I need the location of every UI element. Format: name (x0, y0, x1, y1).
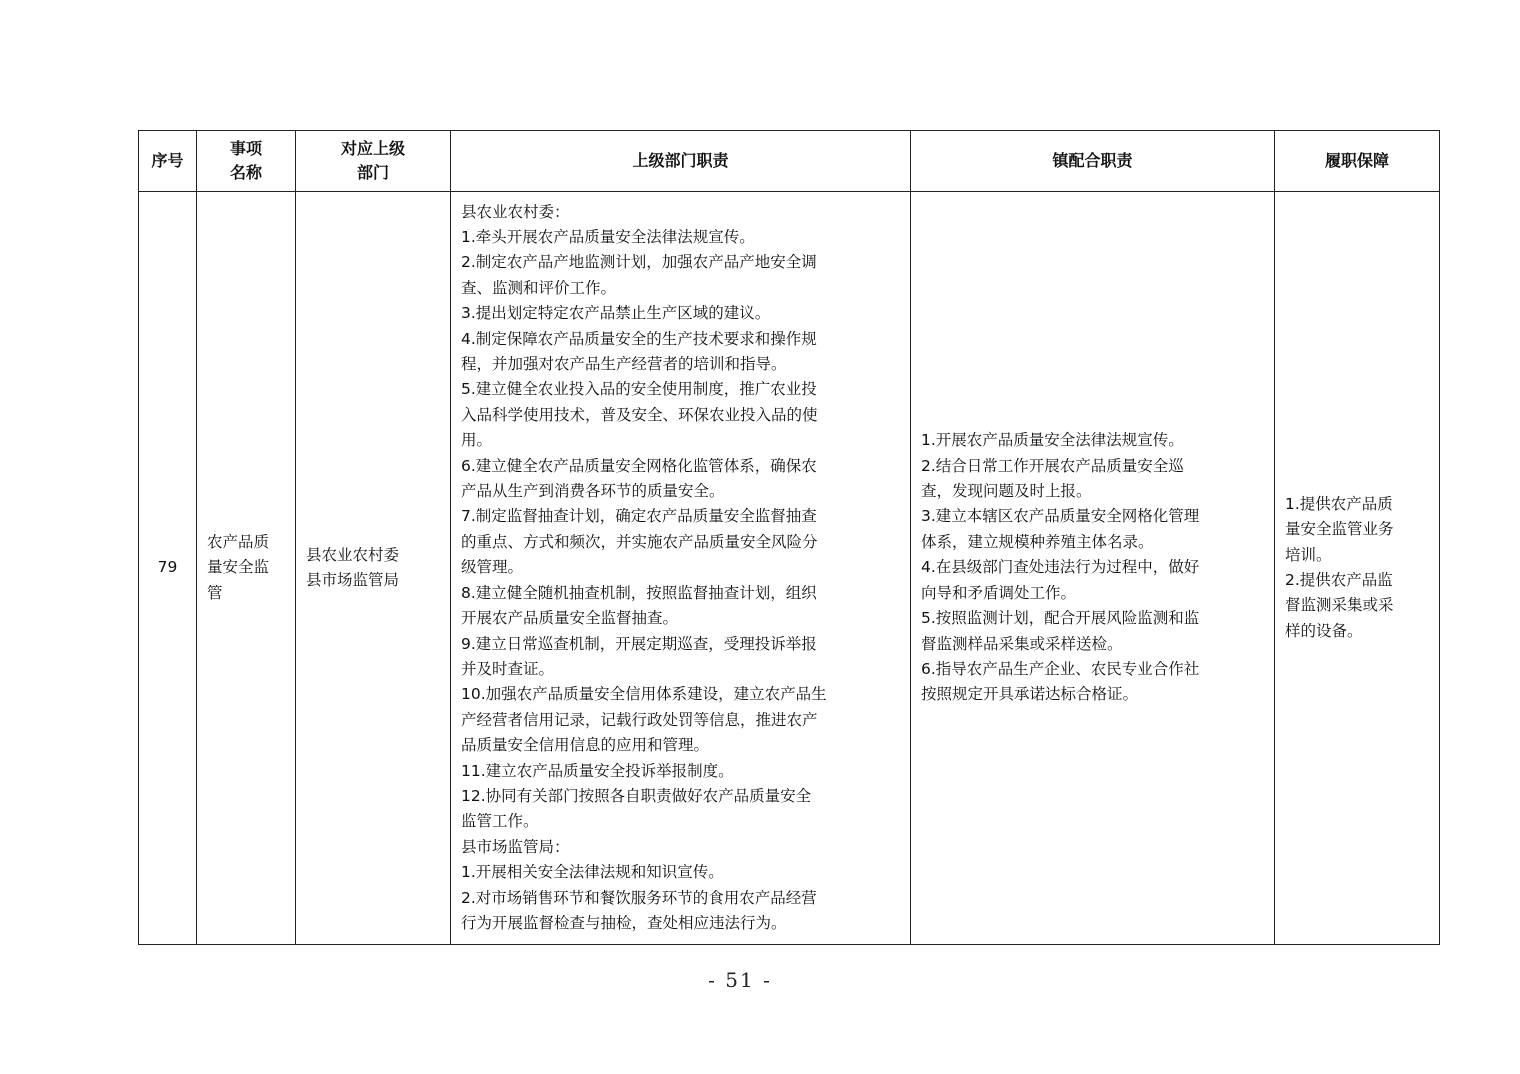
town-duty-line: 2.结合日常工作开展农产品质量安全巡 (921, 456, 1184, 475)
upper-duty-line: 程，并加强对农产品生产经营者的培训和指导。 (461, 355, 787, 374)
header-item-name-line: 名称 (229, 163, 262, 182)
upper-duty-line: 产品从生产到消费各环节的质量安全。 (461, 482, 725, 501)
row-upper-duty (451, 192, 911, 945)
town-duty-line: 3.建立本辖区农产品质量安全网格化管理 (921, 507, 1200, 526)
upper-duty-line: 2.对市场销售环节和餐饮服务环节的食用农产品经营 (461, 888, 817, 907)
upper-duty-line: 1.开展相关安全法律法规和知识宣传。 (461, 863, 724, 882)
row-seq: 79 (139, 192, 197, 945)
guarantee-line: 督监测采集或采 (1285, 596, 1394, 615)
upper-duty-line: 产经营者信用记录，记载行政处罚等信息，推进农产 (461, 710, 818, 729)
town-duty-line: 查，发现问题及时上报。 (921, 482, 1092, 501)
row-item-name (197, 192, 296, 945)
header-town-duty: 镇配合职责 (911, 131, 1275, 192)
upper-duty-line: 用。 (461, 431, 493, 450)
upper-duty-line: 县市场监管局： (461, 837, 570, 856)
header-item-name (197, 131, 296, 192)
guarantee-line: 量安全监管业务 (1285, 520, 1394, 539)
upper-duty-line: 开展农产品质量安全监督抽查。 (461, 609, 679, 628)
upper-duty-line: 8.建立健全随机抽查机制，按照监督抽查计划，组织 (461, 583, 817, 602)
item-name-line: 农产品质 (207, 532, 270, 551)
responsibility-table (138, 130, 1440, 945)
header-item-name-line: 事项 (229, 139, 262, 158)
town-duty-line: 6.指导农产品生产企业、农民专业合作社 (921, 659, 1200, 678)
row-guarantee (1275, 192, 1440, 945)
town-duty-line: 按照规定开具承诺达标合格证。 (921, 685, 1139, 704)
town-duty-line: 向导和矛盾调处工作。 (921, 583, 1077, 602)
upper-duty-line: 4.制定保障农产品质量安全的生产技术要求和操作规 (461, 329, 817, 348)
header-guarantee: 履职保障 (1275, 131, 1440, 192)
guarantee-line: 培训。 (1285, 545, 1332, 564)
upper-duty-line: 入品科学使用技术，普及安全、环保农业投入品的使 (461, 405, 818, 424)
upper-duty-line: 2.制定农产品产地监测计划，加强农产品产地安全调 (461, 253, 817, 272)
upper-duty-line: 品质量安全信用信息的应用和管理。 (461, 736, 710, 755)
upper-duty-line: 5.建立健全农业投入品的安全使用制度，推广农业投 (461, 380, 817, 399)
row-town-duty (911, 192, 1275, 945)
table-header (139, 131, 1440, 192)
upper-duty-line: 9.建立日常巡查机制，开展定期巡查，受理投诉举报 (461, 634, 817, 653)
dept-line: 县农业农村委 (306, 545, 400, 564)
town-duty-list (921, 428, 1264, 707)
upper-duty-line: 县农业农村委： (461, 202, 570, 221)
town-duty-line: 5.按照监测计划，配合开展风险监测和监 (921, 609, 1200, 628)
upper-duty-line: 监管工作。 (461, 812, 539, 831)
header-dept-line: 对应上级 (340, 139, 405, 158)
town-duty-line: 4.在县级部门查处违法行为过程中，做好 (921, 558, 1200, 577)
upper-duty-line: 10.加强农产品质量安全信用体系建设，建立农产品生 (461, 685, 827, 704)
header-seq: 序号 (139, 131, 197, 192)
upper-duty-line: 7.制定监督抽查计划，确定农产品质量安全监督抽查 (461, 507, 817, 526)
item-name-line: 量安全监 (207, 558, 270, 577)
row-dept (296, 192, 451, 945)
upper-duty-line: 12.协同有关部门按照各自职责做好农产品质量安全 (461, 786, 812, 805)
upper-duty-line: 3.提出划定特定农产品禁止生产区域的建议。 (461, 304, 771, 323)
upper-duty-line: 11.建立农产品质量安全投诉举报制度。 (461, 761, 734, 780)
dept-line: 县市场监管局 (306, 571, 400, 589)
town-duty-line: 体系，建立规模种养殖主体名录。 (921, 532, 1154, 551)
town-duty-line: 1.开展农产品质量安全法律法规宣传。 (921, 431, 1184, 450)
guarantee-line: 1.提供农产品质 (1285, 494, 1393, 513)
header-dept (296, 131, 451, 192)
upper-duty-list (461, 200, 900, 937)
header-dept-line: 部门 (356, 163, 389, 182)
header-upper-duty: 上级部门职责 (451, 131, 911, 192)
guarantee-list (1285, 492, 1429, 644)
item-name-line: 管 (207, 583, 223, 602)
town-duty-line: 督监测样品采集或采样送检。 (921, 634, 1123, 653)
upper-duty-line: 并及时查证。 (461, 659, 555, 678)
upper-duty-line: 查、监测和评价工作。 (461, 278, 617, 297)
upper-duty-line: 级管理。 (461, 558, 524, 577)
page-number: - 51 - (708, 968, 772, 992)
upper-duty-line: 6.建立健全农产品质量安全网格化监管体系，确保农 (461, 456, 817, 475)
upper-duty-line: 行为开展监督检查与抽检，查处相应违法行为。 (461, 913, 787, 932)
upper-duty-line: 的重点、方式和频次，并实施农产品质量安全风险分 (461, 532, 818, 551)
header-row (139, 131, 1440, 192)
guarantee-line: 2.提供农产品监 (1285, 571, 1393, 589)
upper-duty-line: 1.牵头开展农产品质量安全法律法规宣传。 (461, 228, 755, 247)
table-row (139, 192, 1440, 945)
guarantee-line: 样的设备。 (1285, 621, 1363, 640)
